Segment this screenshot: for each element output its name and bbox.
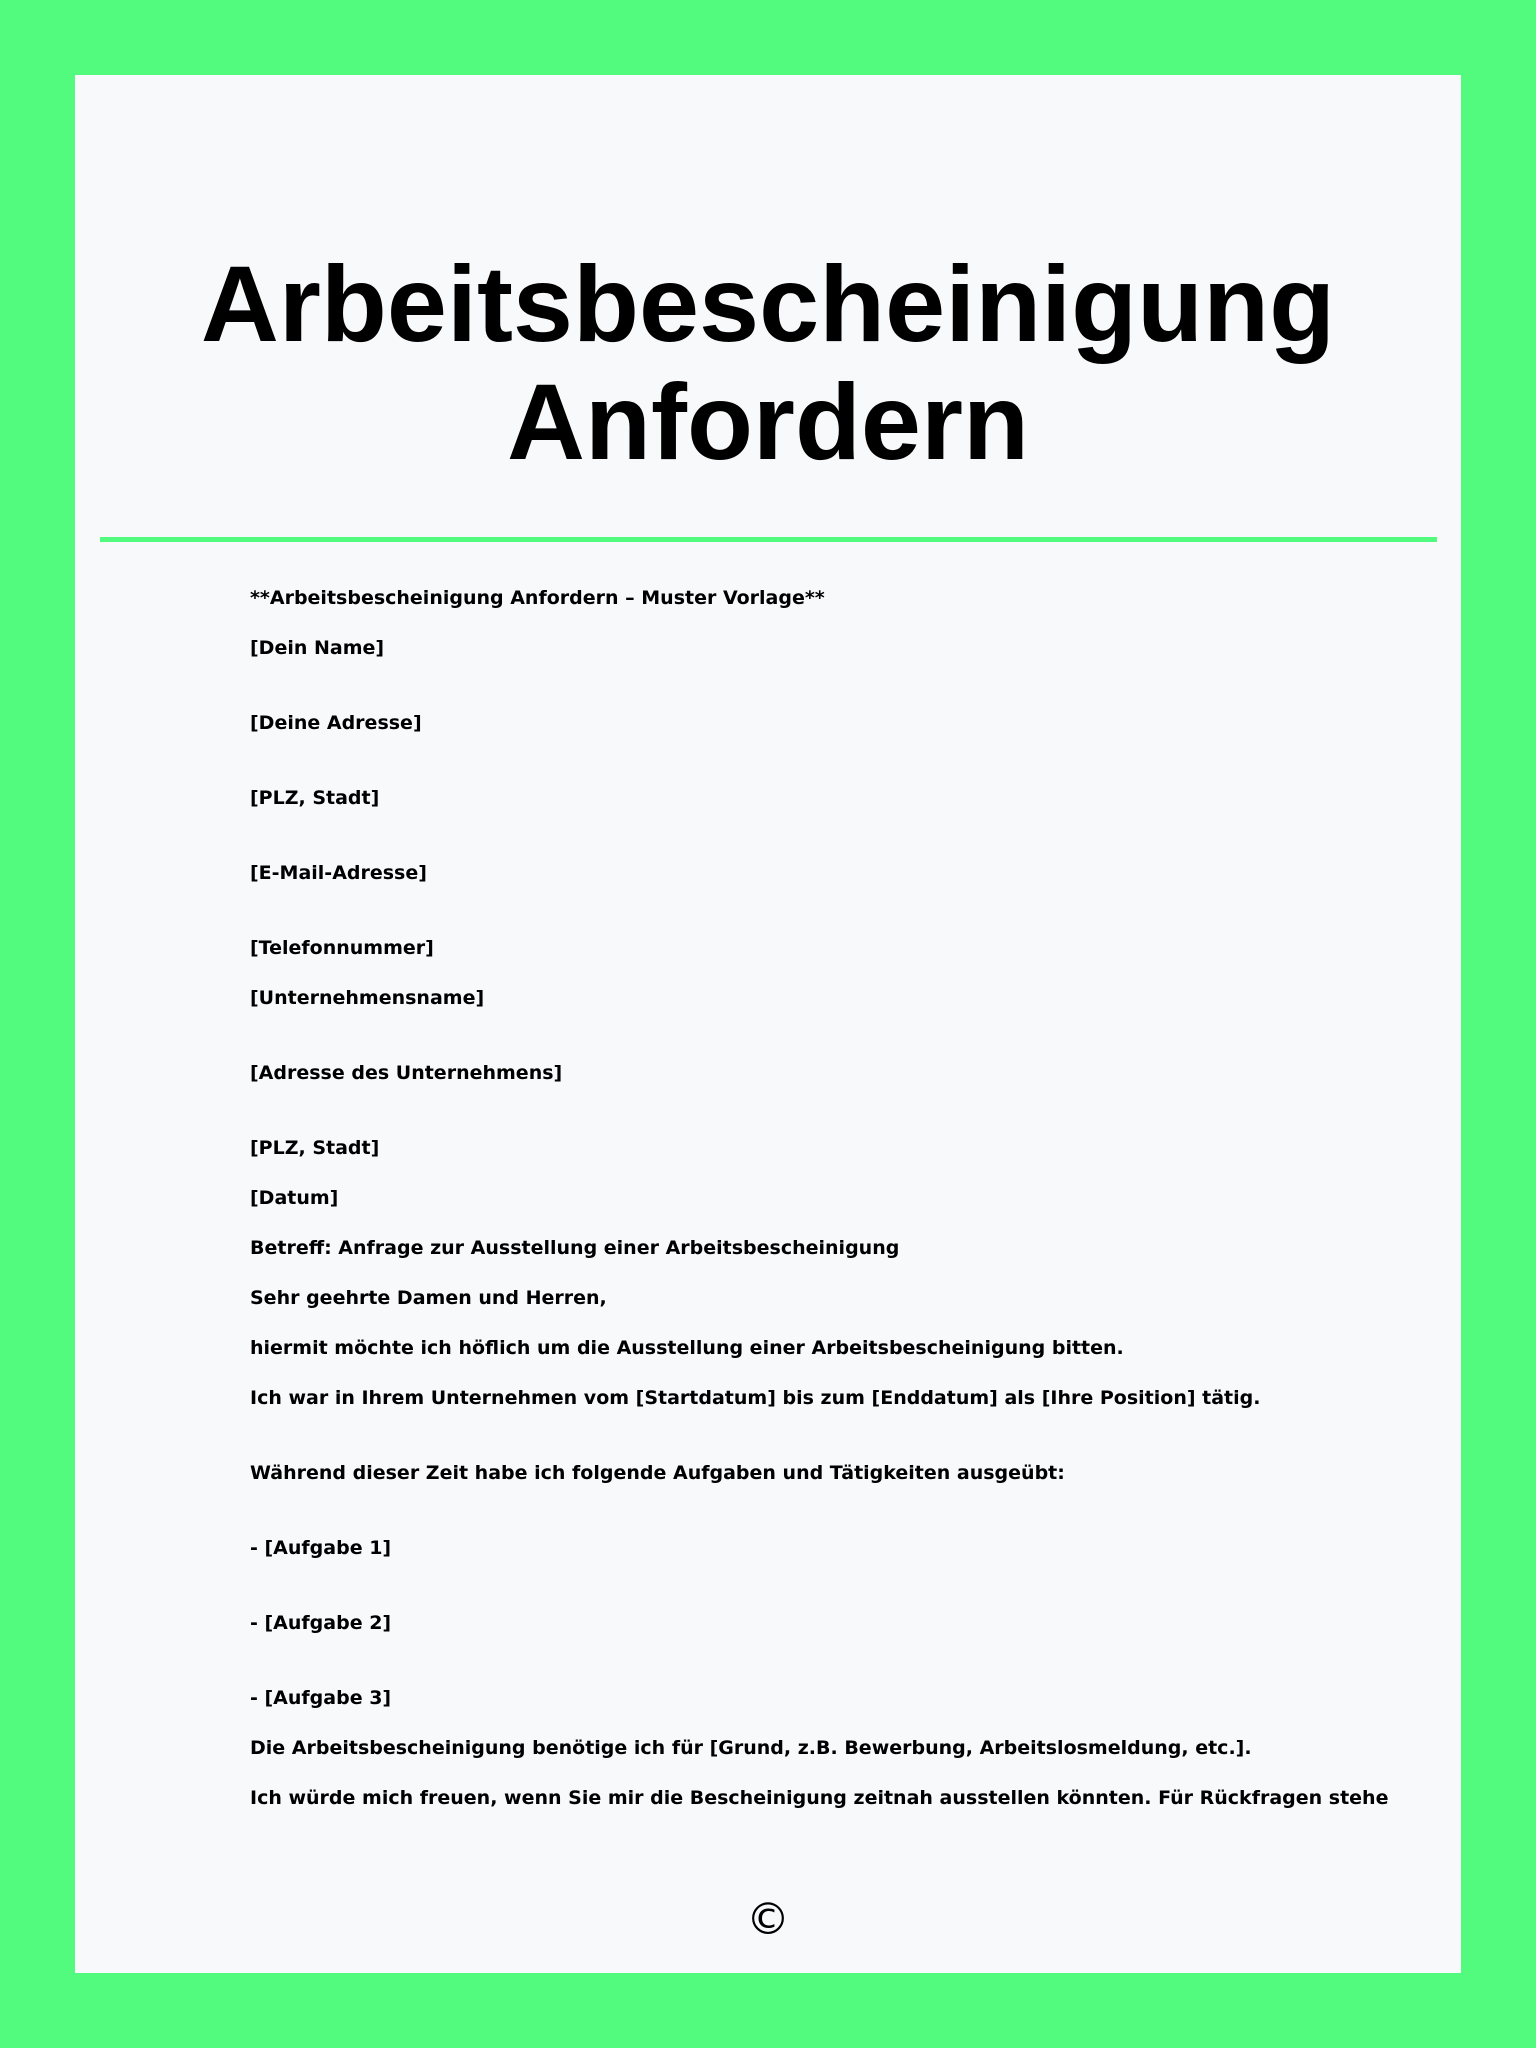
request-paragraph: hiermit möchte ich höflich um die Ausstellung einer Arbeitsbescheinigung bitten.: [250, 1337, 1124, 1359]
task-item-2: - [Aufgabe 2]: [250, 1612, 392, 1634]
task-item-3: - [Aufgabe 3]: [250, 1687, 392, 1709]
sender-phone-line: [Telefonnummer]: [250, 937, 434, 959]
document-title: [75, 245, 1461, 481]
title-line-1: Arbeitsbescheinigung: [200, 243, 1336, 364]
sender-email-line: [E-Mail-Adresse]: [250, 862, 427, 884]
subject-line: Betreff: Anfrage zur Ausstellung einer Arbeitsbescheinigung: [250, 1237, 900, 1259]
sender-name-line: [Dein Name]: [250, 637, 385, 659]
salutation-line: Sehr geehrte Damen und Herren,: [250, 1287, 607, 1309]
sender-address-line: [Deine Adresse]: [250, 712, 422, 734]
company-name-line: [Unternehmensname]: [250, 987, 485, 1009]
title-divider: [100, 537, 1437, 542]
copyright-icon: ©: [746, 1894, 790, 1945]
template-heading: **Arbeitsbescheinigung Anfordern – Muster Vorlage**: [250, 587, 825, 609]
closing-paragraph: Ich würde mich freuen, wenn Sie mir die Bescheinigung zeitnah ausstellen könnten. Für Rückfragen stehe: [250, 1787, 1389, 1809]
reason-paragraph: Die Arbeitsbescheinigung benötige ich für [Grund, z.B. Bewerbung, Arbeitslosmeldung, etc.].: [250, 1737, 1252, 1759]
company-city-line: [PLZ, Stadt]: [250, 1137, 380, 1159]
task-item-1: - [Aufgabe 1]: [250, 1537, 392, 1559]
sender-city-line: [PLZ, Stadt]: [250, 787, 380, 809]
document-page: [75, 75, 1461, 1973]
date-line: [Datum]: [250, 1187, 339, 1209]
tasks-intro-line: Während dieser Zeit habe ich folgende Aufgaben und Tätigkeiten ausgeübt:: [250, 1462, 1065, 1484]
employment-paragraph: Ich war in Ihrem Unternehmen vom [Startdatum] bis zum [Enddatum] als [Ihre Position] tätig.: [250, 1387, 1261, 1409]
company-address-line: [Adresse des Unternehmens]: [250, 1062, 563, 1084]
title-line-2: Anfordern: [507, 361, 1029, 482]
